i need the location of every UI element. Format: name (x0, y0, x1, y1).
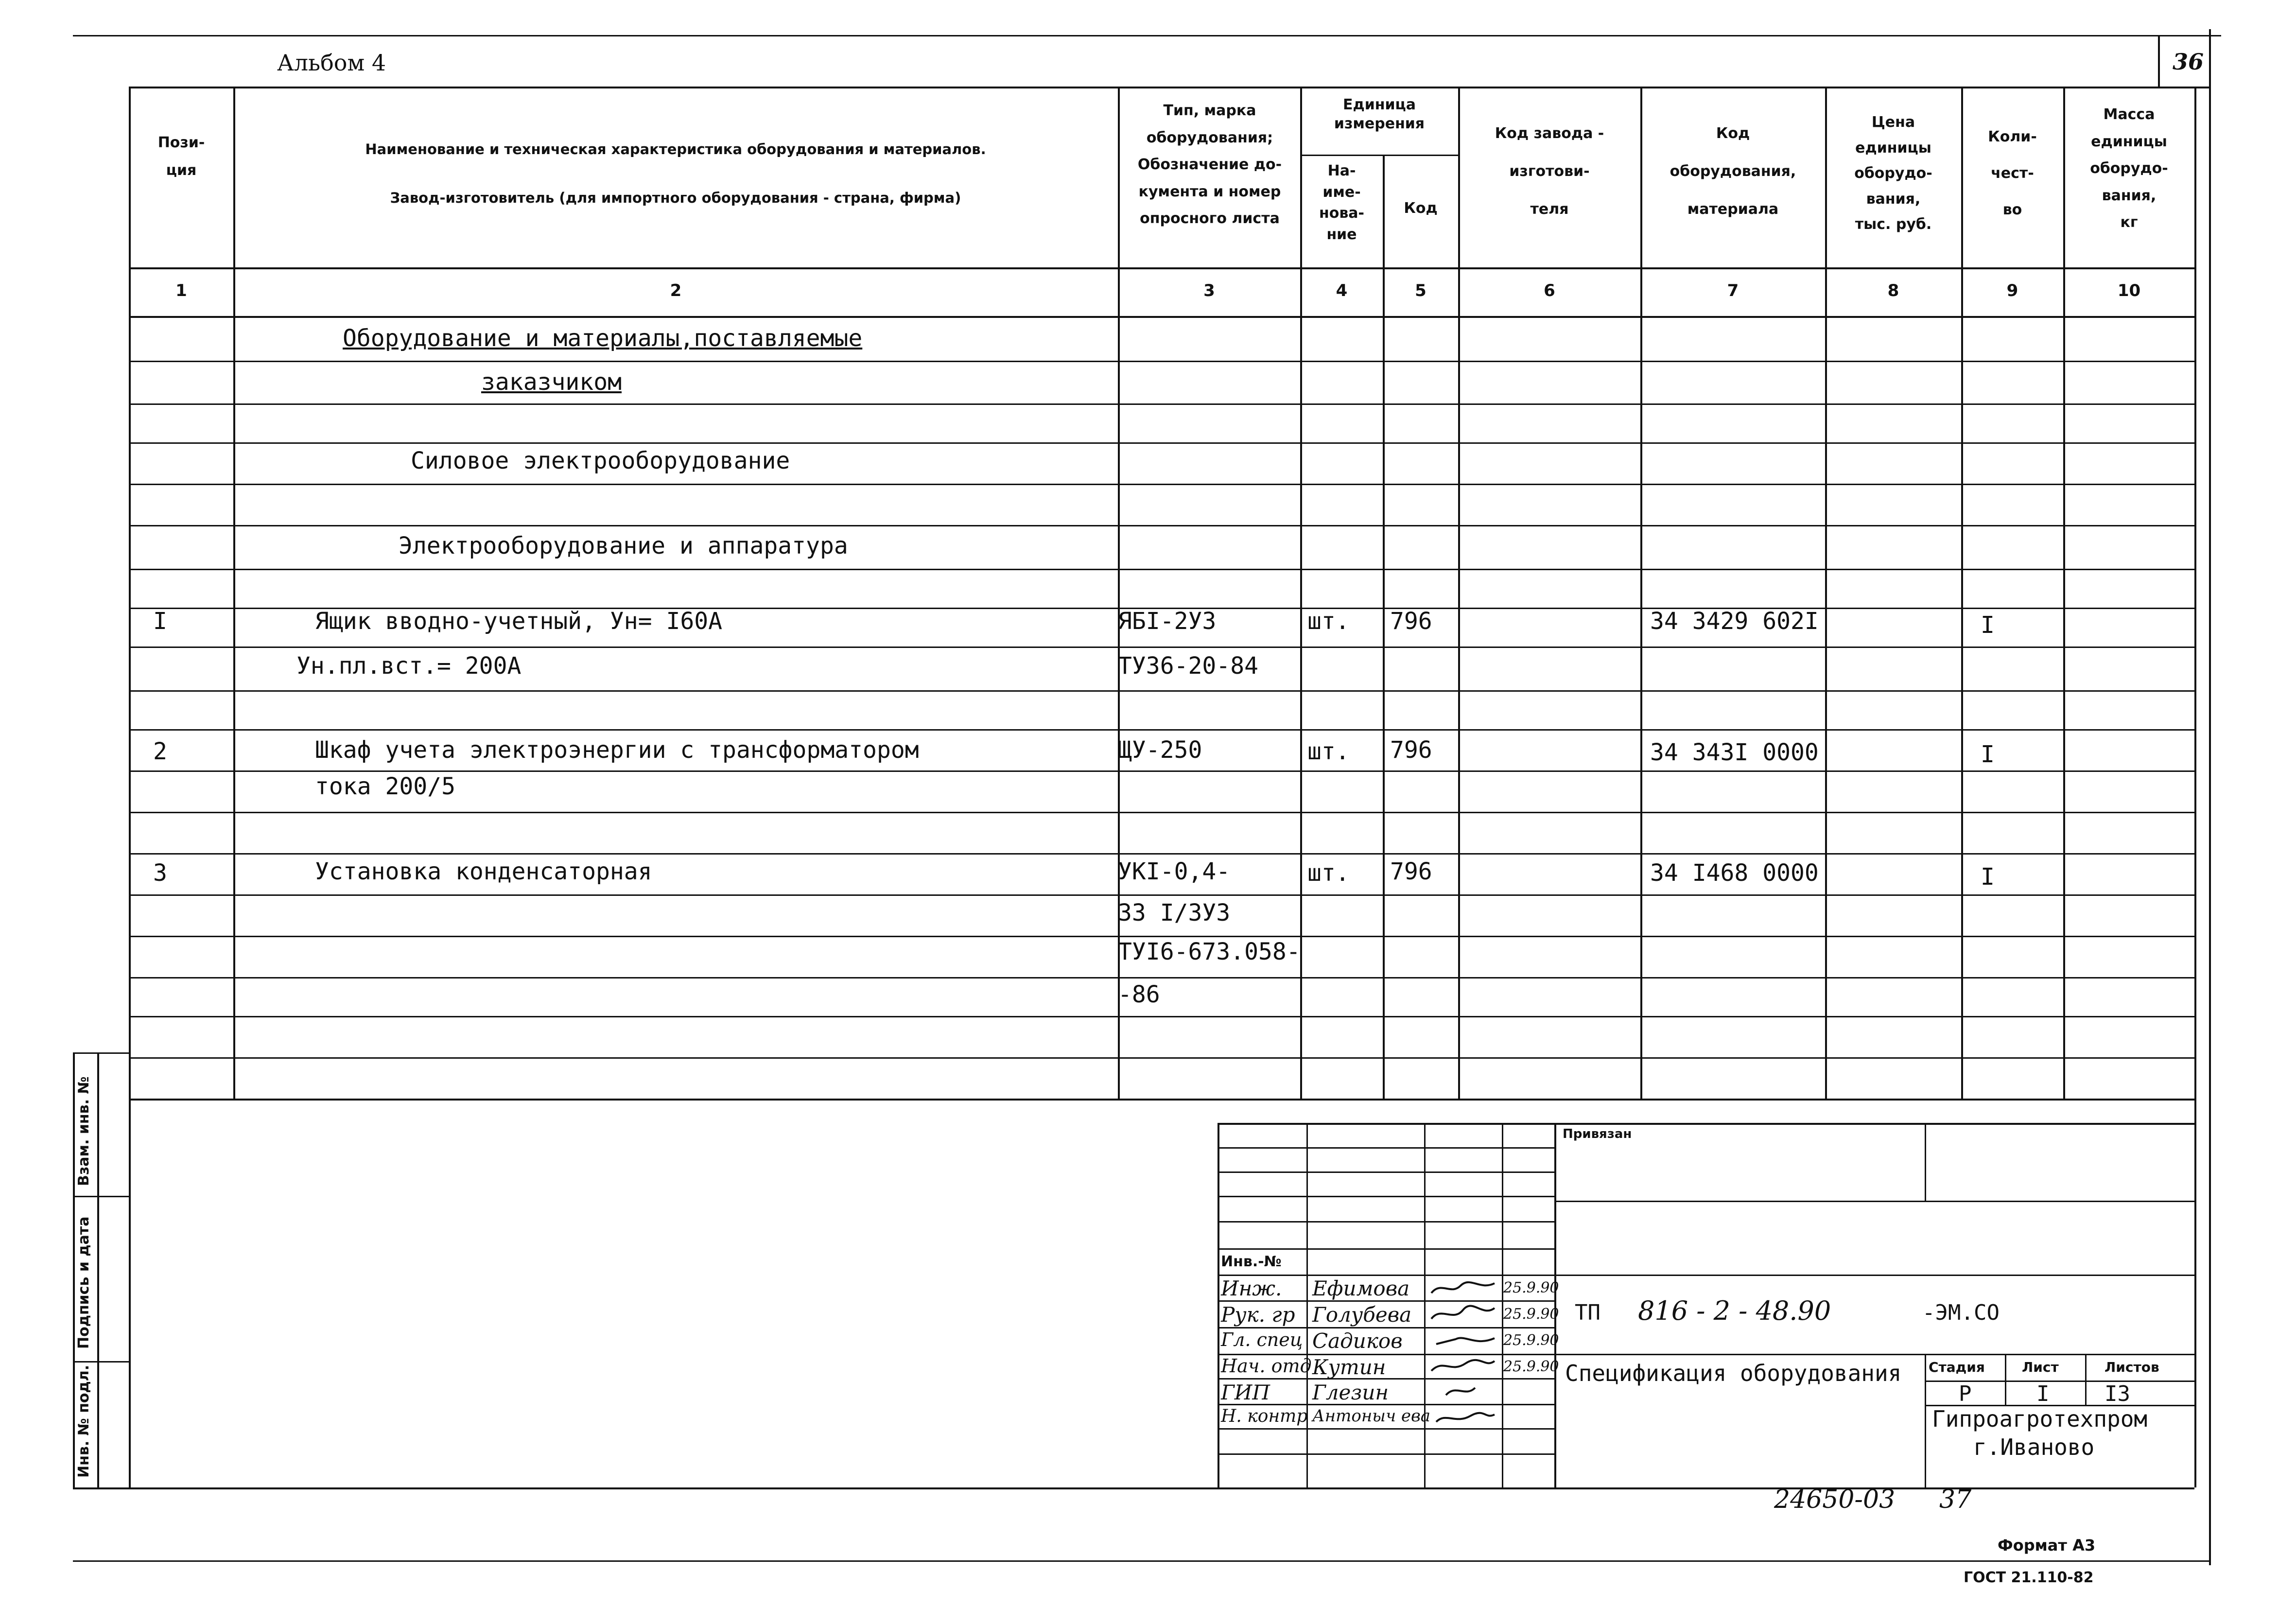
side-label-vzam: Взам. инв. № (75, 1076, 92, 1186)
sign-date: 25.9.90 (1503, 1332, 1559, 1349)
role-norm-control: Н. контр (1221, 1406, 1308, 1426)
row-unit-code: 796 (1390, 608, 1432, 635)
organization-name: Гипроагротехпром (1932, 1406, 2148, 1432)
side-label-podpis: Подпись и дата (75, 1216, 92, 1349)
header-name-line2: Завод-изготовитель (для импортного оборудования - страна, фирма) (390, 190, 961, 206)
header-name-line1: Наименование и техническая характеристика оборудования и материалов. (365, 141, 986, 157)
col-number: 9 (2006, 281, 2018, 300)
col-number: 1 (175, 281, 187, 300)
header-unit-group: Единица измерения (1334, 96, 1425, 132)
row-unit: шт. (1307, 738, 1350, 765)
row-position: I (153, 608, 167, 635)
signer-name: Глезин (1312, 1381, 1389, 1404)
side-label-inv-podl: Инв. № подл. (75, 1364, 92, 1478)
col-number: 4 (1336, 281, 1348, 300)
archive-page: 37 (1939, 1485, 1972, 1514)
inventory-number-label: Инв.-№ (1221, 1253, 1282, 1270)
row-quantity: I (1981, 741, 1995, 768)
header-position: Пози- ция (157, 134, 205, 179)
row-unit: шт. (1307, 608, 1350, 635)
table-top-border (129, 87, 2209, 88)
row-type-doc-continued: -86 (1118, 981, 1160, 1008)
row-name: Шкаф учета электроэнергии с трансформатором (315, 736, 919, 764)
section-power: Силовое электрооборудование (411, 447, 790, 474)
sheet-value: I (2036, 1381, 2050, 1406)
row-position: 3 (153, 859, 167, 887)
col-number: 2 (670, 281, 682, 300)
role-chief-specialist: Гл. спец (1221, 1329, 1303, 1350)
organization-city: г.Иваново (1973, 1434, 2095, 1460)
col-number: 10 (2117, 281, 2141, 300)
album-label: Альбом 4 (277, 50, 386, 76)
signer-name: Садиков (1312, 1329, 1403, 1353)
section-apparatus: Электрооборудование и аппаратура (399, 532, 848, 559)
row-equipment-code: 34 3429 602I (1650, 608, 1819, 635)
row-quantity: I (1981, 863, 1995, 891)
row-name: Установка конденсаторная (315, 858, 652, 885)
signer-name: Кутин (1312, 1355, 1386, 1379)
doc-code: 816 - 2 - 48.90 (1638, 1295, 1831, 1326)
row-name-continued: тока 200/5 (315, 773, 455, 800)
stage-label: Стадия (1929, 1359, 1985, 1375)
signature-scribbles (1426, 1276, 1499, 1432)
header-quantity: Коли- чест- во (1988, 128, 2037, 218)
row-unit-code: 796 (1390, 858, 1432, 885)
header-type: Тип, марка оборудования; Обозначение до- кумента и номер опросного листа (1137, 102, 1282, 227)
header-mass: Масса единицы оборудо- вания, кг (2090, 106, 2168, 231)
section-title-line2: заказчиком (481, 368, 622, 396)
sign-date: 25.9.90 (1503, 1358, 1559, 1375)
col-number: 3 (1203, 281, 1215, 300)
row-type: ЯБI-2У3 (1118, 608, 1217, 635)
format-label: Формат А3 (1998, 1536, 2096, 1555)
header-price: Цена единицы оборудо- вания, тыс. руб. (1854, 114, 1932, 233)
doc-code-suffix: -ЭМ.СО (1922, 1300, 2000, 1325)
signer-name: Ефимова (1312, 1276, 1410, 1300)
role-engineer: Инж. (1221, 1276, 1282, 1300)
row-unit-code: 796 (1390, 736, 1432, 764)
doc-code-prefix: ТП (1575, 1300, 1600, 1325)
row-equipment-code: 34 343I 0000 (1650, 739, 1819, 766)
sheet-label: Лист (2022, 1359, 2059, 1375)
header-equipment-code: Код оборудования, материала (1670, 125, 1796, 218)
row-type-doc: ТУI6-673.058- (1118, 938, 1301, 965)
signer-name: Антоныч ева (1312, 1406, 1431, 1426)
row-unit: шт. (1307, 859, 1350, 887)
sign-date: 25.9.90 (1503, 1279, 1559, 1296)
row-name: Ящик вводно-учетный, Ун= I60А (315, 608, 723, 635)
role-group-head: Рук. гр (1221, 1303, 1295, 1327)
row-equipment-code: 34 I468 0000 (1650, 859, 1819, 887)
sheets-label: Листов (2105, 1359, 2159, 1375)
col-number: 7 (1727, 281, 1739, 300)
section-title-line1: Оборудование и материалы,поставляемые (343, 325, 863, 352)
row-type: ЩУ-250 (1118, 736, 1202, 764)
archive-number: 24650-03 (1774, 1485, 1896, 1514)
row-type-doc: ТУ36-20-84 (1118, 652, 1258, 680)
gost-label: ГОСТ 21.110-82 (1964, 1569, 2094, 1586)
role-department-head: Нач. отд (1221, 1355, 1312, 1377)
header-unit-code: Код (1404, 200, 1438, 217)
row-quantity: I (1981, 612, 1995, 639)
sign-date: 25.9.90 (1503, 1306, 1559, 1323)
signer-name: Голубева (1312, 1303, 1412, 1327)
col-number: 8 (1887, 281, 1899, 300)
header-factory-code: Код завода - изготови- теля (1495, 125, 1604, 218)
col-number: 5 (1415, 281, 1426, 300)
stage-value: Р (1959, 1381, 1972, 1406)
header-unit-name: На- име- нова- ние (1319, 162, 1365, 243)
row-type-continued: 33 I/3У3 (1118, 899, 1231, 926)
col-number: 6 (1544, 281, 1555, 300)
role-gip: ГИП (1221, 1381, 1270, 1404)
row-position: 2 (153, 738, 167, 765)
row-type: УКI-0,4- (1118, 858, 1231, 885)
document-title: Спецификация оборудования (1565, 1360, 1902, 1386)
privyazan-label: Привязан (1563, 1127, 1632, 1141)
row-name-continued: Ун.пл.вст.= 200А (296, 652, 522, 680)
page-number: 36 (2173, 49, 2204, 75)
sheets-value: I3 (2105, 1381, 2130, 1406)
